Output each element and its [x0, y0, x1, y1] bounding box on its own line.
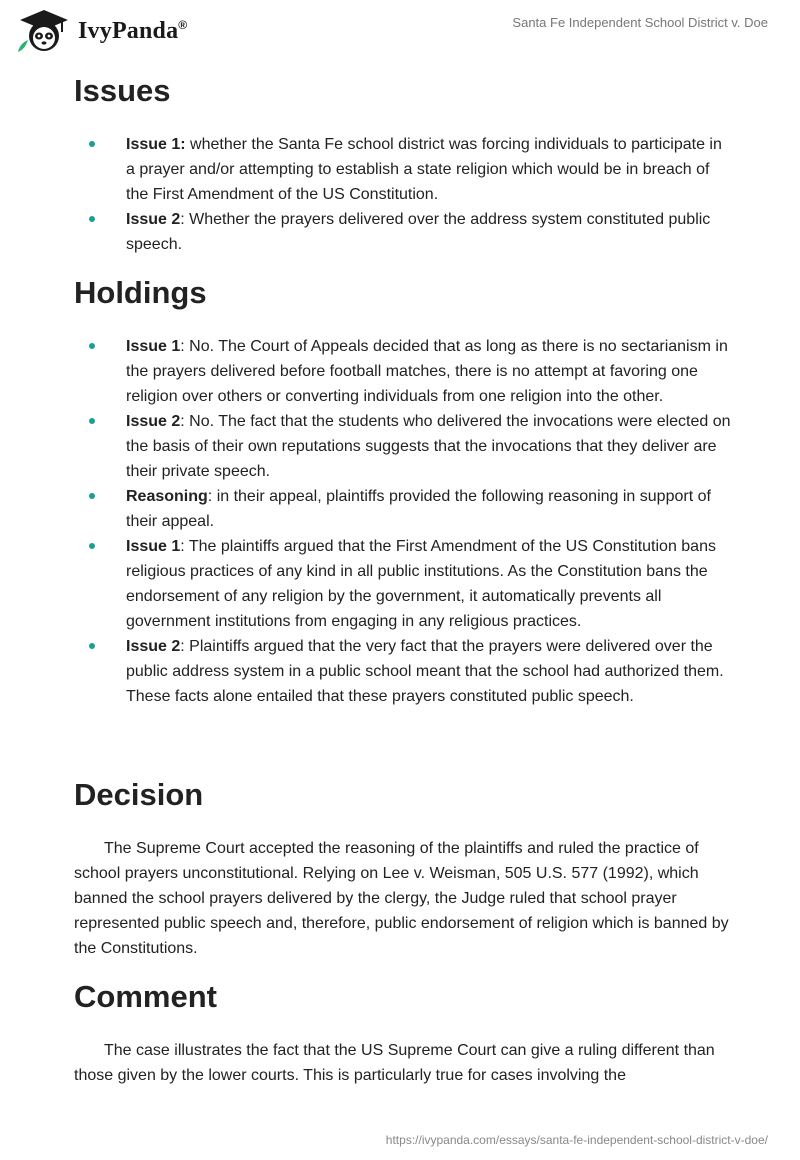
- list-item: Reasoning: in their appeal, plaintiffs provided the following reasoning in support of their appeal.: [74, 484, 734, 534]
- source-url-link[interactable]: https://ivypanda.com/essays/santa-fe-independent-school-district-v-doe/: [385, 1133, 768, 1147]
- decision-heading: Decision: [74, 777, 204, 812]
- list-item: Issue 2: Whether the prayers delivered over the address system constituted public speech.: [74, 207, 734, 257]
- comment-heading: Comment: [74, 979, 217, 1014]
- panda-logo-icon: [14, 8, 74, 54]
- decision-paragraph: The Supreme Court accepted the reasoning of the plaintiffs and ruled the practice of school prayers unconstitutional. Relying on Lee v. Weisman, 505 U.S. 577 (1992), which banned the school prayers delivered by the clergy, the Judge ruled that school prayer represented public speech and, therefore, public endorsement of religion which is banned by the Constitutions.: [74, 840, 729, 957]
- logo[interactable]: [14, 8, 187, 54]
- document-title: Santa Fe Independent School District v. Doe: [512, 15, 768, 30]
- issues-heading: Issues: [74, 73, 171, 108]
- list-item: Issue 2: Plaintiffs argued that the very fact that the prayers were delivered over the public address system in a public school meant that the school had authorized them. These facts alone entailed that these prayers constituted public speech.: [74, 634, 734, 709]
- issues-list: [74, 132, 734, 257]
- comment-paragraph: The case illustrates the fact that the US Supreme Court can give a ruling different than those given by the lower courts. This is particularly true for cases involving the: [74, 1042, 715, 1084]
- page-header: [0, 0, 800, 60]
- holdings-heading: Holdings: [74, 275, 207, 310]
- list-item: Issue 1: whether the Santa Fe school district was forcing individuals to participate in a prayer and/or attempting to establish a state religion which would be in breach of the First Amendment of the US Constitution.: [74, 132, 734, 207]
- list-item: Issue 2: No. The fact that the students who delivered the invocations were elected on the basis of their own reputations suggests that the invocations that they deliver are their private speech.: [74, 409, 734, 484]
- brand-name: IvyPanda®: [78, 17, 188, 44]
- holdings-list: [74, 334, 734, 709]
- list-item: Issue 1: The plaintiffs argued that the First Amendment of the US Constitution bans religious practices of any kind in all public institutions. As the Constitution bans the endorsement of any religion by the government, it automatically prevents all government institutions from engaging in any religious practices.: [74, 534, 734, 634]
- list-item: Issue 1: No. The Court of Appeals decided that as long as there is no sectarianism in the prayers delivered before football matches, there is no attempt at favoring one religion over others or converting individuals from one religion into the other.: [74, 334, 734, 409]
